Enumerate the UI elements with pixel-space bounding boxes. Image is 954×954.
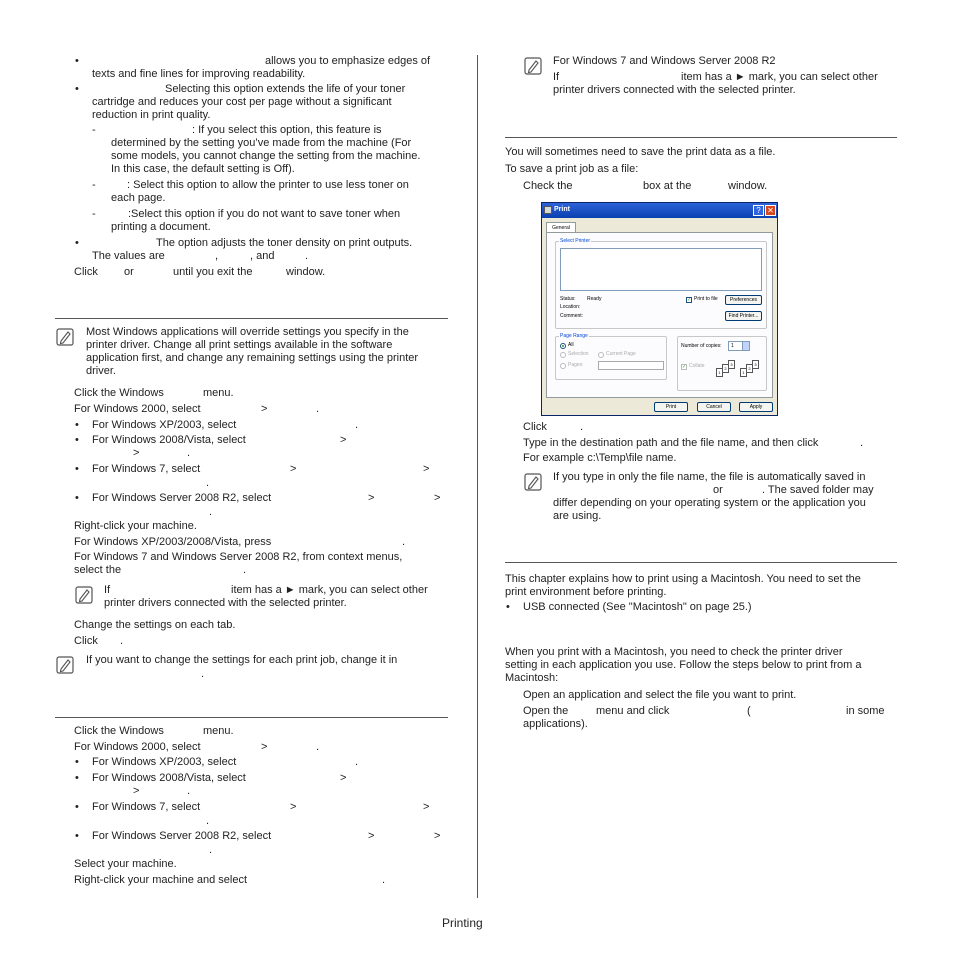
close-button[interactable]: ✕ bbox=[765, 205, 776, 216]
text-line: determined by the setting you’ve made from the machine (For bbox=[111, 137, 412, 149]
text-line: The values are bbox=[92, 250, 165, 262]
bullet: • bbox=[75, 434, 79, 446]
step-text: For Windows XP/2003, select bbox=[92, 756, 237, 768]
current-page-radio[interactable] bbox=[598, 352, 604, 358]
step-text: For Windows Server 2008 R2, select bbox=[92, 830, 272, 842]
step-text: Open the bbox=[523, 705, 569, 717]
note-text: driver. bbox=[86, 365, 116, 377]
text-line: some models, you cannot change the setting from the machine. bbox=[111, 150, 421, 162]
text-line: or bbox=[124, 266, 134, 278]
note-text: printer drivers connected with the selected printer. bbox=[553, 84, 796, 96]
step-text: > bbox=[368, 830, 375, 842]
bullet: • bbox=[75, 419, 79, 431]
paragraph-text: print environment before printing. bbox=[505, 586, 667, 598]
select-printer-label: Select Printer bbox=[560, 238, 591, 244]
collate-page-icon: 3 bbox=[752, 360, 759, 369]
copies-value: 1 bbox=[731, 343, 734, 349]
bullet: • bbox=[75, 772, 79, 784]
step-text: Right-click your machine and select bbox=[74, 874, 248, 886]
dialog-title-bar bbox=[542, 203, 777, 218]
step-text: For example c:\Temp\file name. bbox=[523, 452, 677, 464]
pages-input[interactable] bbox=[598, 361, 664, 370]
copies-label: Number of copies: bbox=[681, 343, 722, 349]
step-text: . bbox=[860, 437, 864, 449]
note-icon bbox=[524, 57, 542, 75]
all-radio[interactable] bbox=[560, 343, 566, 349]
step-text: Check the bbox=[523, 180, 573, 192]
step-text: For Windows 7 and Windows Server 2008 R2, from context menus, bbox=[74, 551, 403, 563]
step-text: . bbox=[316, 741, 320, 753]
note-icon bbox=[75, 586, 93, 604]
text-line: :Select this option if you do not want to save toner when bbox=[128, 208, 401, 220]
step-text: Click the Windows bbox=[74, 387, 164, 399]
step-text: Type in the destination path and the file name, and then click bbox=[523, 437, 819, 449]
dash: - bbox=[92, 124, 96, 136]
note-icon bbox=[56, 328, 74, 346]
paragraph-text: To save a print job as a file: bbox=[505, 163, 639, 175]
location-label: Location: bbox=[560, 304, 581, 310]
note-text: differ depending on your operating system or the application you bbox=[553, 497, 866, 509]
section-rule bbox=[55, 318, 448, 319]
step-text: . bbox=[402, 536, 406, 548]
step-text: . bbox=[243, 564, 247, 576]
section-rule bbox=[55, 717, 448, 718]
note-text: If bbox=[104, 584, 111, 596]
selection-label: Selection bbox=[568, 351, 589, 357]
text-line: , bbox=[215, 250, 219, 262]
paragraph-text: When you print with a Macintosh, you need to check the printer driver bbox=[505, 646, 843, 658]
step-text: > bbox=[290, 463, 297, 475]
print-button[interactable]: Print bbox=[654, 402, 688, 412]
step-text: For Windows 2000, select bbox=[74, 403, 201, 415]
column-divider bbox=[477, 55, 478, 898]
paragraph-text: Macintosh: bbox=[505, 672, 559, 684]
selection-radio[interactable] bbox=[560, 352, 566, 358]
step-text: . bbox=[209, 506, 213, 518]
dash: - bbox=[92, 179, 96, 191]
step-text: . bbox=[355, 419, 359, 431]
step-text: For Windows 7, select bbox=[92, 801, 201, 813]
step-text: > bbox=[340, 772, 347, 784]
step-text: > bbox=[261, 403, 268, 415]
text-line: texts and fine lines for improving readability. bbox=[92, 68, 306, 80]
step-text: > bbox=[290, 801, 297, 813]
step-text: box at the bbox=[643, 180, 692, 192]
note-text: item has a ► mark, you can select other bbox=[231, 584, 428, 596]
page-range-label: Page Range bbox=[560, 333, 588, 339]
paragraph-text: This chapter explains how to print using a Macintosh. You need to set the bbox=[505, 573, 861, 585]
note-text: . The saved folder may bbox=[762, 484, 874, 496]
text-line: . bbox=[305, 250, 309, 262]
note-text: or bbox=[713, 484, 723, 496]
preferences-button[interactable]: Preferences bbox=[725, 295, 762, 305]
bullet: • bbox=[75, 463, 79, 475]
collate-page-icon: 2 bbox=[746, 364, 753, 373]
step-text: For Windows 2000, select bbox=[74, 741, 201, 753]
note-text: . bbox=[201, 668, 205, 680]
step-text: . bbox=[209, 844, 213, 856]
pages-label: Pages: bbox=[568, 362, 584, 368]
step-text: > bbox=[133, 447, 140, 459]
text-line: until you exit the bbox=[173, 266, 253, 278]
step-text: Click bbox=[523, 421, 547, 433]
dash: - bbox=[92, 208, 96, 220]
step-text: window. bbox=[728, 180, 768, 192]
step-text: For Windows 2008/Vista, select bbox=[92, 434, 246, 446]
text-line: reduction in print quality. bbox=[92, 109, 211, 121]
step-text: For Windows XP/2003/2008/Vista, press bbox=[74, 536, 272, 548]
page-range-group bbox=[555, 333, 667, 380]
tab-general[interactable]: General bbox=[546, 222, 576, 234]
collate-page-icon: 1 bbox=[740, 368, 747, 377]
step-text: . bbox=[355, 756, 359, 768]
step-text: select the bbox=[74, 564, 122, 576]
step-text: Click bbox=[74, 635, 98, 647]
text-line: Selecting this option extends the life of your toner bbox=[165, 83, 406, 95]
note-text: If you type in only the file name, the file is automatically saved in bbox=[553, 471, 866, 483]
print-to-file-label: Print to file bbox=[694, 296, 718, 302]
paragraph-text: You will sometimes need to save the print data as a file. bbox=[505, 146, 776, 158]
step-text: menu. bbox=[203, 725, 234, 737]
step-text: applications). bbox=[523, 718, 588, 730]
step-text: . bbox=[187, 447, 191, 459]
step-text: Open an application and select the file you want to print. bbox=[523, 689, 797, 701]
note-text: application first, and change any remaining settings using the printer bbox=[86, 352, 419, 364]
text-line: each page. bbox=[111, 192, 166, 204]
note-icon bbox=[56, 656, 74, 674]
step-text: Change the settings on each tab. bbox=[74, 619, 236, 631]
step-text: menu. bbox=[203, 387, 234, 399]
step-text: > bbox=[261, 741, 268, 753]
step-text: in some bbox=[846, 705, 885, 717]
step-text: Click the Windows bbox=[74, 725, 164, 737]
step-text: . bbox=[206, 815, 210, 827]
step-text: Select your machine. bbox=[74, 858, 177, 870]
step-text: > bbox=[434, 492, 441, 504]
step-text: . bbox=[120, 635, 124, 647]
print-to-file-checkbox[interactable]: ✓ bbox=[687, 297, 692, 303]
printer-list[interactable] bbox=[560, 248, 762, 291]
text-line: window. bbox=[286, 266, 326, 278]
step-text: For Windows 2008/Vista, select bbox=[92, 772, 246, 784]
bullet: • bbox=[75, 492, 79, 504]
pages-radio[interactable] bbox=[560, 363, 566, 369]
bullet: • bbox=[75, 55, 79, 67]
collate-label: Collate bbox=[689, 363, 705, 369]
dialog-title: Print bbox=[554, 206, 570, 213]
note-text: printer drivers connected with the selected printer. bbox=[104, 597, 347, 609]
step-text: menu and click bbox=[596, 705, 670, 717]
step-text: > bbox=[423, 463, 430, 475]
step-text: . bbox=[187, 785, 191, 797]
step-text: For Windows Server 2008 R2, select bbox=[92, 492, 272, 504]
text-line: , and bbox=[250, 250, 275, 262]
section-rule bbox=[505, 562, 897, 563]
select-printer-group bbox=[555, 238, 767, 329]
step-text: For Windows 7, select bbox=[92, 463, 201, 475]
find-printer-button[interactable]: Find Printer... bbox=[725, 311, 762, 321]
note-text: Most Windows applications will override settings you specify in the bbox=[86, 326, 409, 338]
note-text: item has a ► mark, you can select other bbox=[681, 71, 878, 83]
general-panel bbox=[546, 232, 773, 398]
footer-page-label: Printing bbox=[442, 916, 483, 930]
text-line: allows you to emphasize edges of bbox=[265, 55, 431, 67]
text-line: In this case, the default setting is Off). bbox=[111, 163, 295, 175]
collate-page-icon: 1 bbox=[716, 368, 723, 377]
note-text: If you want to change the settings for each print job, change it in bbox=[86, 654, 398, 666]
collate-page-icon: 3 bbox=[728, 360, 735, 369]
note-text: are using. bbox=[553, 510, 602, 522]
bullet: • bbox=[75, 801, 79, 813]
print-dialog bbox=[541, 202, 778, 416]
bullet: • bbox=[75, 830, 79, 842]
step-text: . bbox=[382, 874, 386, 886]
status-value: Ready bbox=[587, 296, 602, 302]
step-text: . bbox=[206, 477, 210, 489]
text-line: The option adjusts the toner density on print outputs. bbox=[156, 237, 413, 249]
text-line: : If you select this option, this feature is bbox=[192, 124, 382, 136]
bullet: • bbox=[75, 83, 79, 95]
step-text: > bbox=[434, 830, 441, 842]
step-text: > bbox=[368, 492, 375, 504]
current-page-label: Current Page bbox=[606, 351, 636, 357]
note-text: For Windows 7 and Windows Server 2008 R2 bbox=[553, 55, 776, 67]
status-label: Status: bbox=[560, 296, 576, 302]
step-text: . bbox=[316, 403, 320, 415]
comment-label: Comment: bbox=[560, 313, 584, 319]
text-line: cartridge and reduces your cost per page without a significant bbox=[92, 96, 392, 108]
cancel-button[interactable]: Cancel bbox=[697, 402, 731, 412]
text-line: Click bbox=[74, 266, 98, 278]
copies-spinner[interactable] bbox=[742, 342, 749, 350]
printer-icon bbox=[544, 206, 552, 214]
step-text: Right-click your machine. bbox=[74, 520, 197, 532]
bullet-text: USB connected (See "Macintosh" on page 25.) bbox=[523, 601, 752, 613]
step-text: ( bbox=[747, 705, 751, 717]
note-text: If bbox=[553, 71, 560, 83]
note-icon bbox=[524, 473, 542, 491]
text-line: : Select this option to allow the printer to use less toner on bbox=[127, 179, 409, 191]
apply-button[interactable]: Apply bbox=[739, 402, 773, 412]
bullet: • bbox=[506, 601, 510, 613]
step-text: > bbox=[340, 434, 347, 446]
copies-input[interactable] bbox=[728, 341, 750, 351]
bullet: • bbox=[75, 756, 79, 768]
bullet: • bbox=[75, 237, 79, 249]
collate-checkbox[interactable]: ✓ bbox=[682, 364, 687, 370]
collate-page-icon: 2 bbox=[722, 364, 729, 373]
text-line: printing a document. bbox=[111, 221, 211, 233]
all-label: All bbox=[568, 342, 574, 348]
note-text: printer driver. Change all print settings available in the software bbox=[86, 339, 393, 351]
step-text: . bbox=[580, 421, 584, 433]
help-button[interactable]: ? bbox=[753, 205, 764, 216]
paragraph-text: setting in each application you use. Follow the steps below to print from a bbox=[505, 659, 862, 671]
step-text: > bbox=[423, 801, 430, 813]
section-rule bbox=[505, 137, 897, 138]
step-text: For Windows XP/2003, select bbox=[92, 419, 237, 431]
copies-group bbox=[677, 336, 767, 391]
step-text: > bbox=[133, 785, 140, 797]
